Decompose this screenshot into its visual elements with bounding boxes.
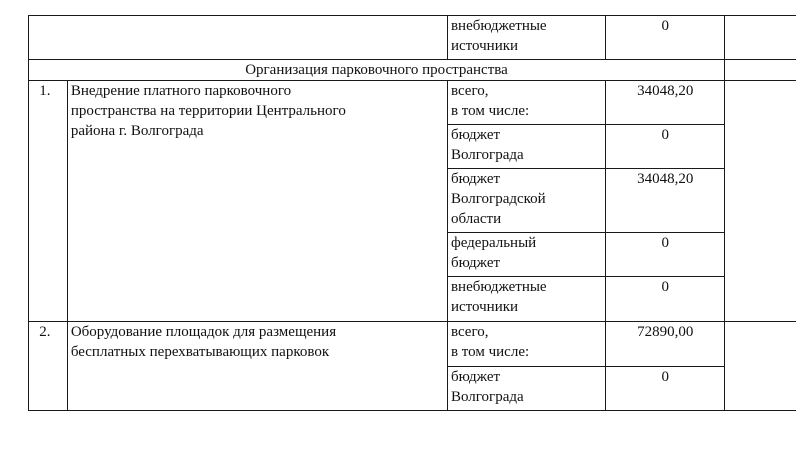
source-label: в том числе:: [450, 344, 530, 360]
empty-cell: [725, 322, 796, 411]
value-cell: 0: [606, 277, 725, 322]
source-cell: [447, 277, 606, 322]
item-name-cell: [67, 81, 447, 322]
source-cell: [447, 81, 606, 125]
source-cell: [447, 125, 606, 169]
value-cell: 34048,20: [606, 81, 725, 125]
empty-cell: [725, 16, 796, 60]
source-label: всего,: [450, 324, 489, 340]
source-label: в том числе:: [450, 103, 530, 119]
source-label: Волгограда: [450, 147, 524, 163]
source-label: бюджет: [450, 127, 501, 143]
table-row: [29, 322, 796, 367]
source-label: Волгограда: [450, 389, 524, 405]
item-name: Внедрение платного парковочного: [70, 83, 292, 99]
item-number: 2.: [29, 322, 68, 411]
item-name: района г. Волгограда: [70, 123, 204, 139]
item-name-cell: [67, 322, 447, 411]
source-label: всего,: [450, 83, 489, 99]
source-label: внебюджетные: [450, 279, 547, 295]
source-label: бюджет: [450, 369, 501, 385]
source-cell: [447, 367, 606, 411]
source-label: области: [450, 211, 502, 227]
source-label: бюджет: [450, 255, 501, 271]
value-cell: 34048,20: [606, 169, 725, 233]
source-label: бюджет: [450, 171, 501, 187]
value-cell: 0: [606, 233, 725, 277]
item-name: Оборудование площадок для размещения: [70, 324, 337, 340]
value-cell: 0: [606, 367, 725, 411]
source-label: федеральный: [450, 235, 537, 251]
value-cell: 0: [606, 16, 725, 60]
item-name: пространства на территории Центрального: [70, 103, 346, 119]
budget-table: [28, 15, 796, 411]
source-label: Волгоградской: [450, 191, 546, 207]
empty-cell: [725, 81, 796, 322]
value-cell: 0: [606, 125, 725, 169]
source-cell: [447, 169, 606, 233]
source-label: источники: [450, 38, 519, 54]
section-title: Организация парковочного пространства: [29, 60, 725, 81]
item-name: бесплатных перехватывающих парковок: [70, 344, 330, 360]
empty-cell: [29, 16, 448, 60]
section-row: [29, 60, 796, 81]
source-cell: [447, 322, 606, 367]
source-label: источники: [450, 299, 519, 315]
item-number: 1.: [29, 81, 68, 322]
empty-cell: [725, 60, 796, 81]
table-row: [29, 16, 796, 60]
source-cell: [447, 233, 606, 277]
table-row: [29, 81, 796, 125]
source-cell: [447, 16, 606, 60]
source-label: внебюджетные: [450, 18, 547, 34]
value-cell: 72890,00: [606, 322, 725, 367]
